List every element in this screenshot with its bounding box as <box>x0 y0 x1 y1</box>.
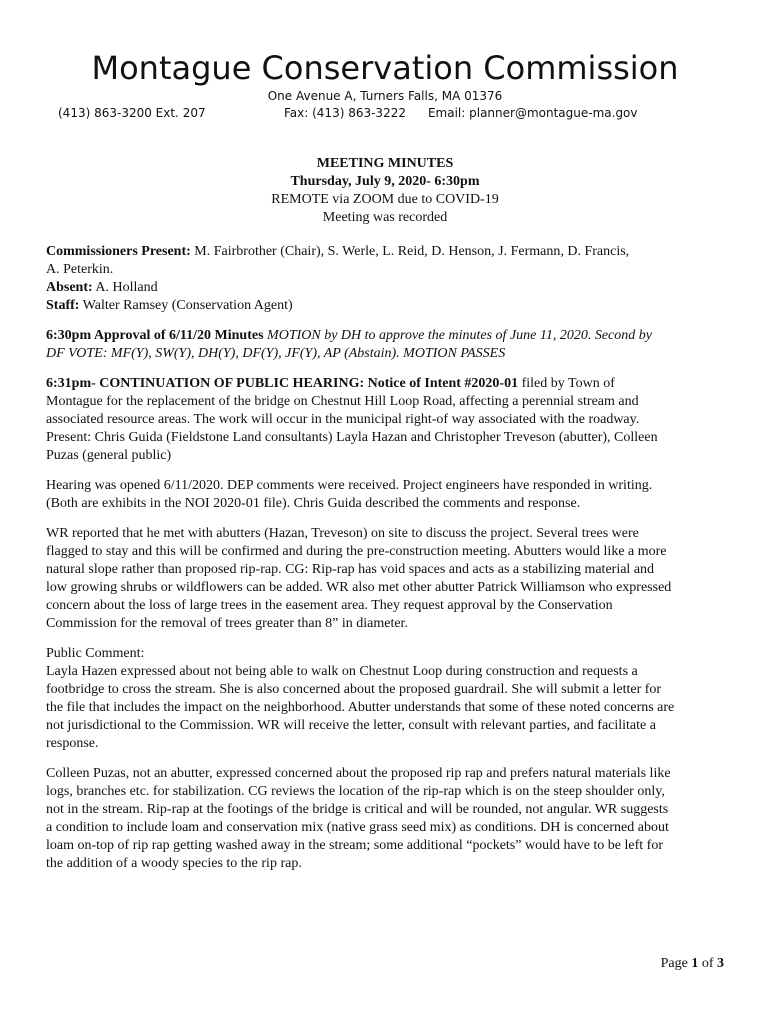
staff-list: Walter Ramsey (Conservation Agent) <box>79 298 293 313</box>
absent-label: Absent: <box>46 280 93 295</box>
meeting-mode: REMOTE via ZOOM due to COVID-19 <box>271 192 499 207</box>
paragraph-line: the file that includes the impact on the neighborhood. Abutter understands that some of these noted concerns are <box>46 700 675 715</box>
present-list-cont: A. Peterkin. <box>46 262 114 277</box>
letterhead-phone: (413) 863-3200 Ext. 207 <box>58 106 206 120</box>
hearing-text: Montague for the replacement of the bridge on Chestnut Hill Loop Road, affecting a perennial stream and <box>46 394 639 409</box>
minutes-heading <box>0 155 770 227</box>
colleen-comment-paragraph <box>46 765 726 873</box>
letterhead-contact <box>284 105 638 121</box>
letterhead-email: Email: planner@montague-ma.gov <box>427 106 638 120</box>
paragraph-line: flagged to stay and this will be confirmed and during the pre-construction meeting. Abutters would like a more <box>46 544 667 559</box>
approval-label: 6:30pm Approval of 6/11/20 Minutes <box>46 328 264 343</box>
hearing-present: Present: Chris Guida (Fieldstone Land consultants) Layla Hazan and Christopher Treveson (abutter), Colleen <box>46 430 658 445</box>
present-list: M. Fairbrother (Chair), S. Werle, L. Reid, D. Henson, J. Fermann, D. Francis, <box>190 244 630 259</box>
approval-section <box>46 327 726 363</box>
page-word: Page <box>660 956 688 971</box>
paragraph-line: logs, branches etc. for stabilization. CG reviews the location of the rip-rap which is on the steep shoulder only, <box>46 784 665 799</box>
page-current: 1 <box>691 956 699 971</box>
hearing-text: filed by Town of <box>518 376 615 391</box>
approval-vote: DF VOTE: MF(Y), SW(Y), DH(Y), DF(Y), JF(Y), AP (Abstain). MOTION PASSES <box>46 346 506 361</box>
hearing-text: associated resource areas. The work will occur in the municipal right-of way associated with the roadway. <box>46 412 640 427</box>
hearing-opened-paragraph <box>46 477 726 513</box>
absent-list: A. Holland <box>92 280 158 295</box>
paragraph-line: loam on-top of rip rap getting washed away in the stream; some additional “pockets” would have to be left for <box>46 838 663 853</box>
paragraph-line: footbridge to cross the stream. She is also concerned about the proposed guardrail. She will submit a letter for <box>46 682 662 697</box>
paragraph-line: the addition of a woody species to the rip rap. <box>46 856 302 871</box>
paragraph-line: concern about the loss of large trees in the easement area. They request approval by the Conservation <box>46 598 613 613</box>
paragraph-line: response. <box>46 736 99 751</box>
paragraph-line: a condition to include loam and conservation mix (native grass seed mix) as conditions. DH is concerned about <box>46 820 669 835</box>
paragraph-line: Colleen Puzas, not an abutter, expressed concerned about the proposed rip rap and prefers natural materials like <box>46 766 671 781</box>
minutes-body <box>46 243 726 885</box>
letterhead-address: One Avenue A, Turners Falls, MA 01376 <box>267 89 503 103</box>
present-label: Commissioners Present: <box>46 244 191 259</box>
staff-label: Staff: <box>46 298 80 313</box>
paragraph-line: Hearing was opened 6/11/2020. DEP comments were received. Project engineers have responded in writing. <box>46 478 653 493</box>
paragraph-line: WR reported that he met with abutters (Hazan, Treveson) on site to discuss the project. Several trees were <box>46 526 639 541</box>
meeting-date: Thursday, July 9, 2020- 6:30pm <box>290 174 480 189</box>
public-comment-heading: Public Comment: <box>46 646 145 661</box>
public-comment-paragraph <box>46 645 726 753</box>
hearing-label: 6:31pm- CONTINUATION OF PUBLIC HEARING: Notice of Intent #2020-01 <box>46 376 519 391</box>
approval-motion: MOTION by DH to approve the minutes of June 11, 2020. Second by <box>263 328 652 343</box>
paragraph-line: not in the stream. Rip-rap at the footings of the bridge is critical and will be rounded, not angular. WR suggests <box>46 802 669 817</box>
of-word: of <box>701 956 714 971</box>
minutes-title: MEETING MINUTES <box>316 156 454 171</box>
paragraph-line: natural slope rather than proposed rip-rap. CG: Rip-rap has void spaces and acts as a stabilizing material and <box>46 562 655 577</box>
page-total: 3 <box>717 956 724 971</box>
paragraph-line: Commission for the removal of trees greater than 8” in diameter. <box>46 616 408 631</box>
hearing-present: Puzas (general public) <box>46 448 172 463</box>
meeting-recorded-note: Meeting was recorded <box>322 210 448 225</box>
letterhead-title: Montague Conservation Commission <box>91 49 679 87</box>
wr-report-paragraph <box>46 525 726 633</box>
paragraph-line: Layla Hazen expressed about not being able to walk on Chestnut Loop during construction and requests a <box>46 664 638 679</box>
attendance-section <box>46 243 726 315</box>
paragraph-line: (Both are exhibits in the NOI 2020-01 file). Chris Guida described the comments and response. <box>46 496 581 511</box>
hearing-section <box>46 375 726 465</box>
page-number <box>661 955 724 973</box>
letterhead-fax: Fax: (413) 863-3222 <box>284 106 406 120</box>
paragraph-line: not jurisdictional to the Commission. WR will receive the letter, consult with relevant parties, and facilitate a <box>46 718 656 733</box>
paragraph-line: low growing shrubs or wildflowers can be added. WR also met other abutter Patrick Williamson who expressed <box>46 580 672 595</box>
